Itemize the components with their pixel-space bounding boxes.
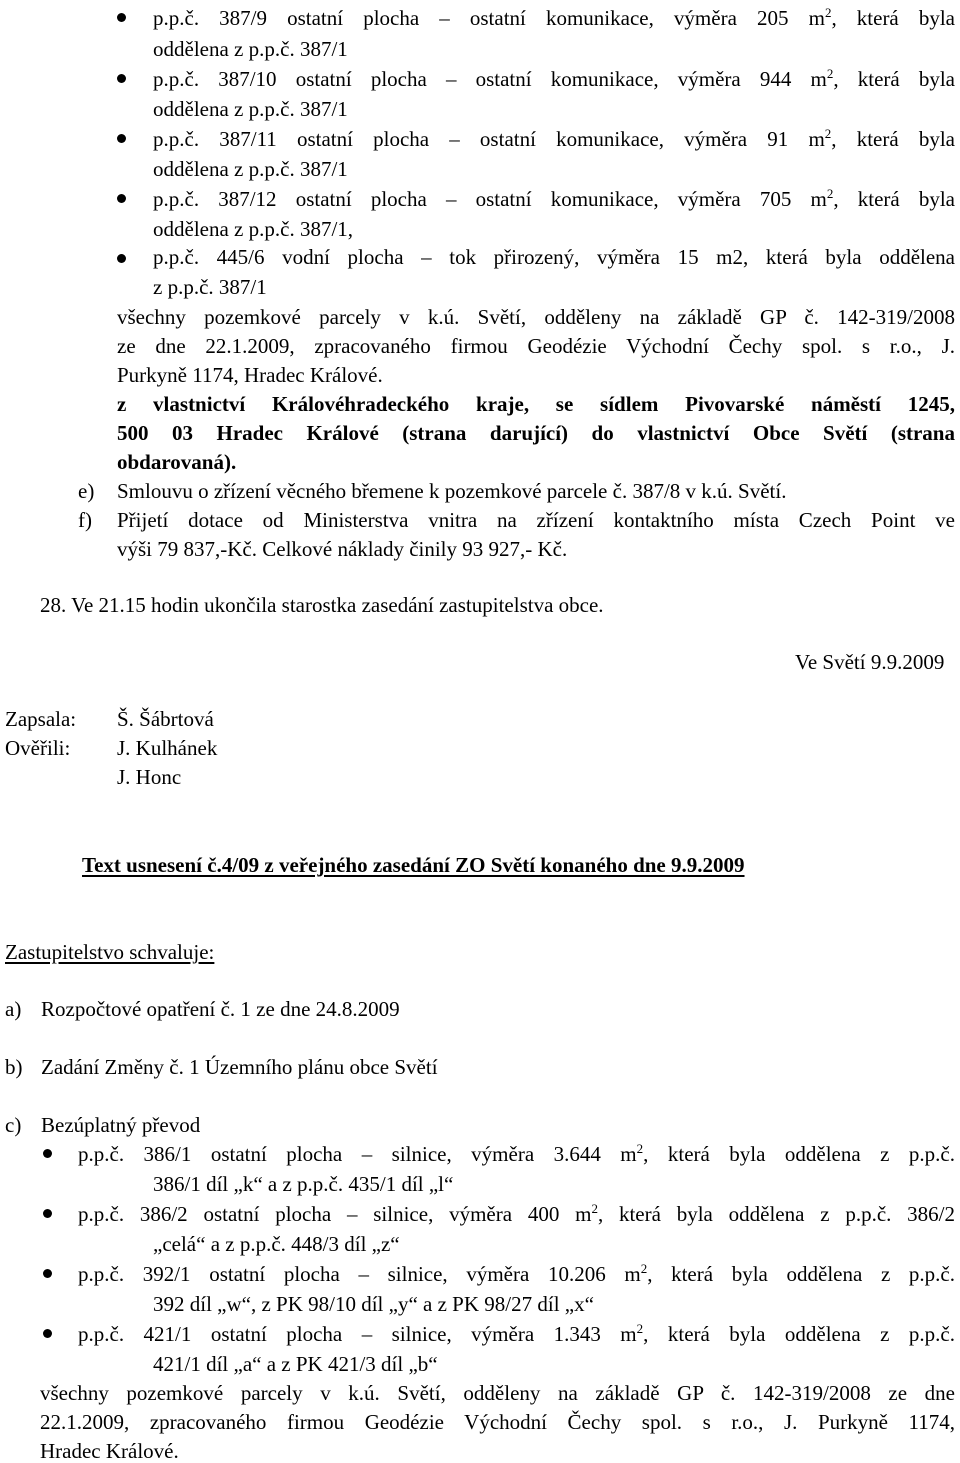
list-item-text: p.p.č. 445/6 vodní plocha – tok přirozený, výměra 15 m2, která byla oddělena [153, 245, 955, 269]
resolution-title: Text usnesení č.4/09 z veřejného zasedání ZO Světí konaného dne 9.9.2009 [82, 853, 745, 877]
item-label: a) [5, 997, 22, 1021]
list-item-line [153, 67, 955, 91]
list-item-text: , která byla oddělena z p.p.č. [643, 1322, 955, 1346]
list-item-line [153, 245, 955, 269]
item-text: výši 79 837,-Kč. Celkové náklady činily 93 927,- Kč. [117, 537, 568, 561]
bullet-icon [43, 1209, 52, 1218]
superscript: 2 [636, 1321, 644, 1336]
paragraph-line: 500 03 Hradec Králové (strana darující) do vlastnictví Obce Světí (strana [117, 421, 955, 445]
list-item-line [153, 6, 955, 30]
list-item-text: , která byla [831, 127, 956, 151]
bullet-icon [117, 13, 126, 22]
verified-by-label: Ověřili: [5, 736, 71, 760]
list-item-continuation: oddělena z p.p.č. 387/1, [153, 217, 354, 241]
list-item-text: p.p.č. 387/12 ostatní plocha – ostatní komunikace, výměra 705 m [153, 187, 827, 211]
approves-heading: Zastupitelstvo schvaluje: [5, 940, 215, 964]
superscript: 2 [591, 1201, 598, 1216]
paragraph-line: Hradec Králové. [40, 1439, 179, 1463]
list-item-continuation: „celá“ a z p.p.č. 448/3 díl „z“ [153, 1232, 400, 1256]
paragraph-line: všechny pozemkové parcely v k.ú. Světí, odděleny na základě GP č. 142-319/2008 [117, 305, 955, 329]
list-item-text: , která byla oddělena z p.p.č. 386/2 [597, 1202, 955, 1226]
item-label: b) [5, 1055, 23, 1079]
superscript: 2 [826, 186, 834, 201]
paragraph-line: všechny pozemkové parcely v k.ú. Světí, odděleny na základě GP č. 142-319/2008 ze dne [40, 1381, 955, 1405]
list-item-line [78, 1322, 955, 1346]
item-label: c) [5, 1113, 22, 1137]
superscript: 2 [826, 66, 834, 81]
list-item-text: , která byla [831, 6, 956, 30]
verified-by-name: J. Kulhánek [117, 736, 218, 760]
paragraph-line: z vlastnictví Královéhradeckého kraje, se sídlem Pivovarské náměstí 1245, [117, 392, 955, 416]
item-text: Smlouvu o zřízení věcného břemene k pozemkové parcele č. 387/8 v k.ú. Světí. [117, 479, 787, 503]
place-date: Ve Světí 9.9.2009 [795, 650, 945, 674]
list-item-text: , která byla oddělena z p.p.č. [643, 1142, 955, 1166]
paragraph-line: Purkyně 1174, Hradec Králové. [117, 363, 383, 387]
item-text: Rozpočtové opatření č. 1 ze dne 24.8.2009 [41, 997, 400, 1021]
bullet-icon [117, 74, 126, 83]
list-item-text: p.p.č. 392/1 ostatní plocha – silnice, výměra 10.206 m [78, 1262, 641, 1286]
list-item-text: , která byla oddělena z p.p.č. [647, 1262, 955, 1286]
bullet-icon [117, 134, 126, 143]
list-item-continuation: oddělena z p.p.č. 387/1 [153, 157, 348, 181]
list-item-line [153, 127, 955, 151]
list-item-text: p.p.č. 387/9 ostatní plocha – ostatní komunikace, výměra 205 m [153, 6, 825, 30]
closing-item: 28. Ve 21.15 hodin ukončila starostka zasedání zastupitelstva obce. [40, 593, 604, 617]
verified-by-name: J. Honc [117, 765, 182, 789]
item-text: Zadání Změny č. 1 Územního plánu obce Světí [41, 1055, 438, 1079]
superscript: 2 [636, 1141, 644, 1156]
superscript: 2 [640, 1261, 648, 1276]
bullet-icon [117, 194, 126, 203]
list-item-continuation: 386/1 díl „k“ a z p.p.č. 435/1 díl „l“ [153, 1172, 454, 1196]
recorded-by-name: Š. Šábrtová [117, 707, 214, 731]
item-text: Bezúplatný převod [41, 1113, 201, 1137]
superscript: 2 [824, 126, 832, 141]
list-item-text: p.p.č. 386/2 ostatní plocha – silnice, výměra 400 m [78, 1202, 592, 1226]
recorded-by-label: Zapsala: [5, 707, 77, 731]
list-item-line [153, 187, 955, 211]
list-item-text: , která byla [833, 67, 956, 91]
item-label: f) [78, 508, 92, 532]
superscript: 2 [824, 5, 832, 20]
list-item-text: p.p.č. 386/1 ostatní plocha – silnice, výměra 3.644 m [78, 1142, 637, 1166]
bullet-icon [43, 1149, 52, 1158]
list-item-continuation: 421/1 díl „a“ a z PK 421/3 díl „b“ [153, 1352, 438, 1376]
item-text: Přijetí dotace od Ministerstva vnitra na zřízení kontaktního místa Czech Point ve [117, 508, 955, 532]
list-item-text: p.p.č. 387/11 ostatní plocha – ostatní komunikace, výměra 91 m [153, 127, 825, 151]
list-item-continuation: z p.p.č. 387/1 [153, 275, 267, 299]
list-item-text: p.p.č. 387/10 ostatní plocha – ostatní komunikace, výměra 944 m [153, 67, 827, 91]
list-item-continuation: 392 díl „w“, z PK 98/10 díl „y“ a z PK 98/27 díl „x“ [153, 1292, 594, 1316]
list-item-line [78, 1262, 955, 1286]
bullet-icon [117, 254, 126, 263]
list-item-text: p.p.č. 421/1 ostatní plocha – silnice, výměra 1.343 m [78, 1322, 637, 1346]
list-item-line [78, 1142, 955, 1166]
list-item-continuation: oddělena z p.p.č. 387/1 [153, 37, 348, 61]
list-item-text: , která byla [833, 187, 956, 211]
bullet-icon [43, 1329, 52, 1338]
paragraph-line: 22.1.2009, zpracovaného firmou Geodézie Východní Čechy spol. s r.o., J. Purkyně 1174, [40, 1410, 955, 1434]
item-label: e) [78, 479, 95, 503]
list-item-line [78, 1202, 955, 1226]
paragraph-line: obdarovaná). [117, 450, 237, 474]
list-item-continuation: oddělena z p.p.č. 387/1 [153, 97, 348, 121]
bullet-icon [43, 1269, 52, 1278]
paragraph-line: ze dne 22.1.2009, zpracovaného firmou Geodézie Východní Čechy spol. s r.o., J. [117, 334, 955, 358]
